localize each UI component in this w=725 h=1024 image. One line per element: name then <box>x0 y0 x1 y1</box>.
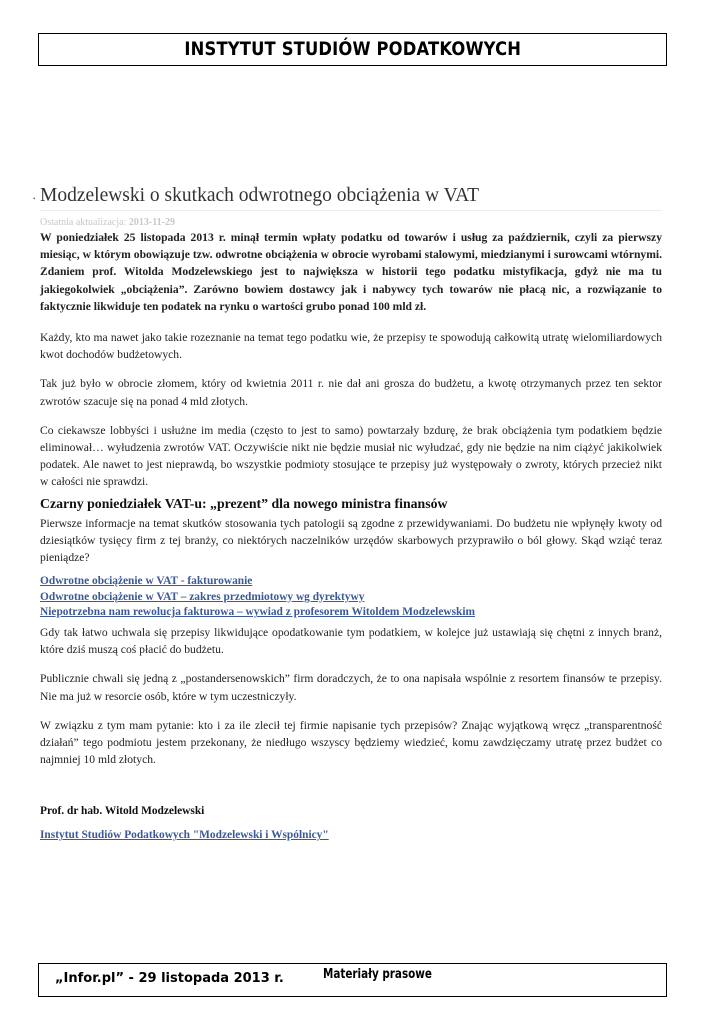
article-lead: W poniedziałek 25 listopada 2013 r. minął termin wpłaty podatku od towarów i usług za październik, czyli za pierwszy miesiąc, w którym obowiązuje tzw. odwrotne obciążenia w obrocie wyrobami stalowymi, miedzianymi i surowcami wtórnymi. Zdaniem prof. Witolda Modzelewskiego jest to największa w historii tego podatku mistyfikacja, gdyż nie ma tu jakiegokolwiek „obciążenia”. Zarówno bowiem dostawcy jak i nabywcy tych towarów nie płacą nic, a rozwiązanie to faktycznie likwiduje ten podatek na rynku o wartości grubo ponad 100 mld zł. <box>40 231 662 313</box>
footer-box <box>38 963 667 997</box>
bullet-icon: • <box>33 195 36 203</box>
paragraph: Co ciekawsze lobbyści i usłużne im media (często to jest to samo) powtarzały bzdurę, że brak obciążenia tym podatkiem będzie eliminował… wyłudzenia zwrotów VAT. Oczywiście nikt nie będzie musiał nic wyłudzać, gdy nie będzie na nim ciążyć jakikolwiek podatek. Ale nawet to jest nieprawdą, bo wszystkie podmioty stosujące te przepisy już występowały o zwroty, których przecież nikt w całości nie sprawdzi. <box>40 423 662 489</box>
header-box <box>38 33 667 66</box>
last-updated-label: Ostatnia aktualizacja: <box>40 217 127 228</box>
section-heading: Czarny poniedziałek VAT-u: „prezent” dla nowego ministra finansów <box>40 495 448 511</box>
author-name: Prof. dr hab. Witold Modzelewski <box>40 805 205 818</box>
paragraph: Tak już było w obrocie złomem, który od kwietnia 2011 r. nie dał ani grosza do budżetu, a kwotę otrzymanych przez ten sektor zwrotów szacuje się na ponad 4 mld złotych. <box>40 377 662 408</box>
header-title: INSTYTUT STUDIÓW PODATKOWYCH <box>184 38 521 60</box>
last-updated <box>40 217 662 229</box>
last-updated-date: 2013-11-29 <box>128 217 175 228</box>
related-link[interactable]: Odwrotne obciążenie w VAT – zakres przedmiotowy wg dyrektywy <box>40 590 365 603</box>
article-content <box>33 184 662 843</box>
paragraph: Pierwsze informacje na temat skutków stosowania tych patologii są zgodne z przewidywaniami. Do budżetu nie wpłynęły kwoty od dziesiątków tysięcy firm z tej branży, co niektórych naczelników urzędów skarbowych przyprawiło o ból głowy. Skąd wziąć teraz pieniądze? <box>40 516 662 565</box>
paragraph: Publicznie chwali się jedną z „postandersenowskich” firm doradczych, że to ona napisała wspólnie z resortem finansów te przepisy. Nie ma już w resorcie osób, które w tym uczestniczyły. <box>40 672 662 703</box>
article-title: Modzelewski o skutkach odwrotnego obciążenia w VAT <box>40 184 662 211</box>
related-links <box>40 574 662 621</box>
footer-source: „Infor.pl” - 29 listopada 2013 r. <box>55 971 284 986</box>
institute-link[interactable]: Instytut Studiów Podatkowych "Modzelewski i Wspólnicy" <box>40 829 329 842</box>
paragraph: W związku z tym mam pytanie: kto i za ile zlecił tej firmie napisanie tych przepisów? Znając wyjątkową wręcz „transparentność działań” tego podmiotu jestem przekonany, że niedługo wszyscy będziemy wiedzieć, komu zawdzięczamy utratę przez budżet co najmniej 10 mld złotych. <box>40 718 662 767</box>
related-link[interactable]: Niepotrzebna nam rewolucja fakturowa – wywiad z profesorem Witoldem Modzelewskim <box>40 606 476 619</box>
paragraph: Każdy, kto ma nawet jako takie rozeznanie na temat tego podatku wie, że przepisy te spowodują całkowitą utratę wielomiliardowych kwot dochodów budżetowych. <box>40 331 662 362</box>
paragraph: Gdy tak łatwo uchwala się przepisy likwidujące opodatkowanie tym podatkiem, w kolejce już ustawiają się chętni z innych branż, które dziś muszą coś płacić do budżetu. <box>40 626 662 657</box>
related-link[interactable]: Odwrotne obciążenie w VAT - fakturowanie <box>40 575 253 588</box>
footer-label: Materiały prasowe <box>323 967 432 982</box>
